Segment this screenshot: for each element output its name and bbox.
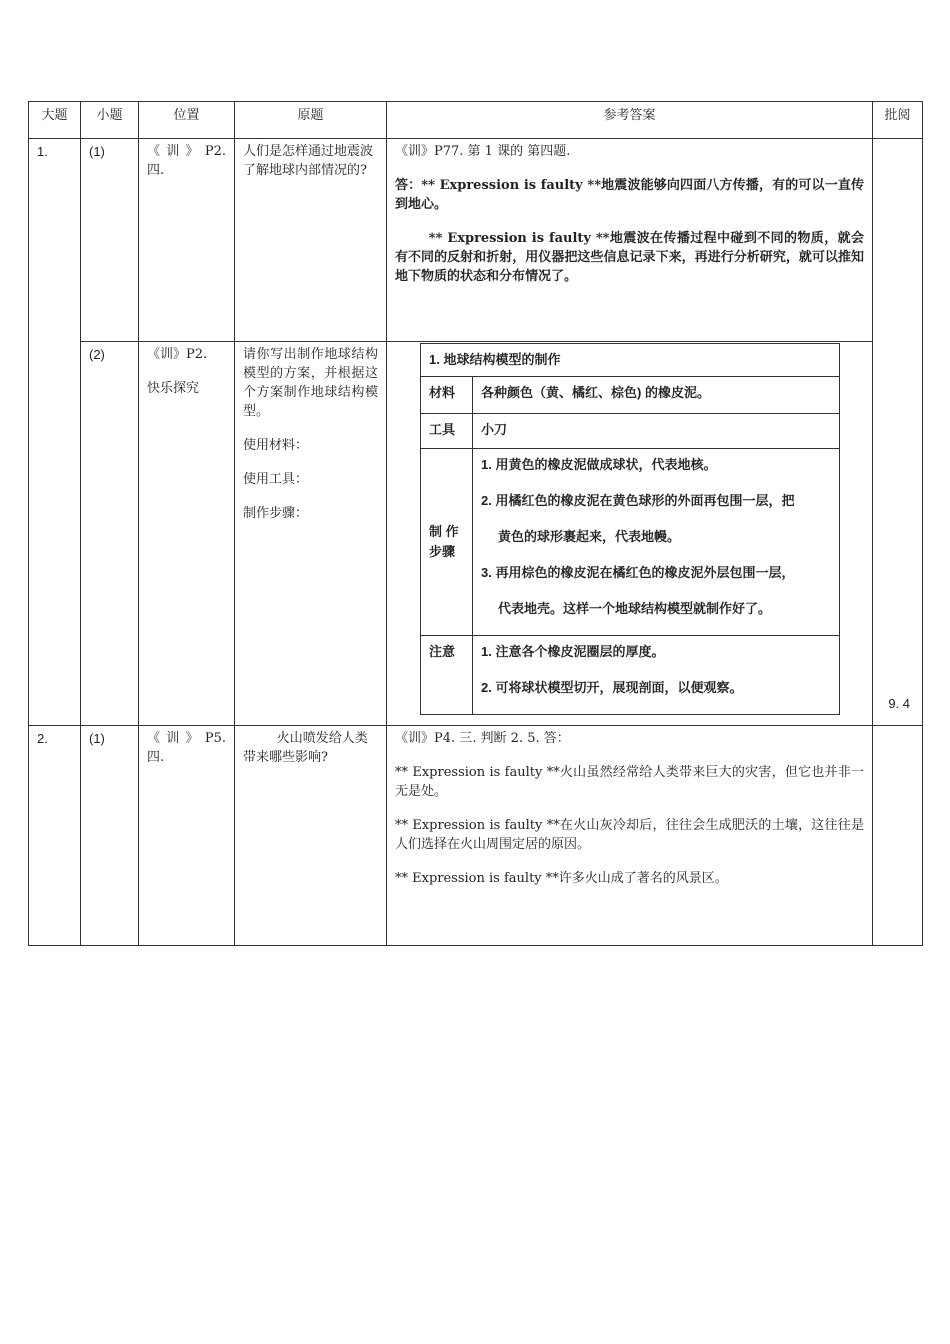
model-materials-row [421,377,840,414]
header-minor: 小题 [81,102,139,139]
q2-answer-ref: 《训》P4. 三. 判断 2. 5. 答： [395,731,570,746]
q1-s1-question-cell [235,139,387,342]
q1-s2-q-steps: 制作步骤： [243,506,309,521]
model-table [420,343,840,715]
q2-review-cell [873,726,923,946]
model-step-3-cont: 代表地壳。这样一个地球结构模型就制作好了。 [498,601,772,616]
q2-answer-p2: ** Expression is faulty **在火山灰冷却后，往往会生成肥沃的土壤，这往往是人们选择在火山周围定居的原因。 [395,818,864,852]
model-title-row [421,344,840,377]
model-tools-row [421,414,840,449]
q2-minor-cell [81,726,139,946]
q1-s2-location-1: 《训》P2. [147,347,208,362]
q2-question: 火山喷发给人类带来哪些影响? [243,731,368,765]
q2-location: 《 训 》 P5. 四. [147,731,226,765]
q1-s2-answer-cell [387,342,873,726]
q1-s1-answer-cell [387,139,873,342]
header-question: 原题 [235,102,387,139]
q1-s2-question-cell [235,342,387,726]
q2-major-cell [29,726,81,946]
q1-s1-answer-p2: ** Expression is faulty **地震波在传播过程中碰到不同的物质，就会有不同的反射和折射，用仪器把这些信息记录下来，再进行分析研究，就可以推知地下物质的状态和分布情况了。 [395,231,864,284]
q1-s2-location-2: 快乐探究 [147,381,200,396]
q1-s1-answer-ref: 《训》P77. 第 1 课的 第四题. [395,144,571,159]
q2-answer-cell [387,726,873,946]
header-row [29,102,923,139]
answer-key-table [28,101,923,946]
table-row [29,726,923,946]
model-materials: 各种颜色（黄、橘红、棕色) 的橡皮泥。 [473,377,840,414]
model-step-2: 2. 用橘红色的橡皮泥在黄色球形的外面再包围一层，把 [481,493,795,508]
model-tools-label: 工具 [421,414,473,449]
model-materials-label: 材料 [421,377,473,414]
model-notes-row [421,636,840,715]
model-step-3: 3. 再用棕色的橡皮泥在橘红色的橡皮泥外层包围一层， [481,565,795,580]
header-answer: 参考答案 [387,102,873,139]
q2-location-cell [139,726,235,946]
q1-s2-q-materials: 使用材料： [243,438,309,453]
q2-question-cell [235,726,387,946]
q1-s2-minor-cell [81,342,139,726]
model-title: 1. 地球结构模型的制作 [421,344,840,377]
q1-major-cell [29,139,81,726]
q2-answer-p1: ** Expression is faulty **火山虽然经常给人类带来巨大的灾害，但它也并非一无是处。 [395,765,864,799]
model-notes-label: 注意 [421,636,473,715]
q1-s1-location-cell [139,139,235,342]
header-location: 位置 [139,102,235,139]
model-tools: 小刀 [473,414,840,449]
q1-s2-q-tools: 使用工具： [243,472,309,487]
model-steps-label: 制 作 步骤 [421,449,473,636]
q2-answer-p3: ** Expression is faulty **许多火山成了著名的风景区。 [395,871,728,886]
table-row [29,342,923,726]
model-note-1: 1. 注意各个橡皮泥圈层的厚度。 [481,644,665,659]
q1-s2-question: 请你写出制作地球结构模型的方案，并根据这个方案制作地球结构模型。 [243,347,378,419]
q1-s1-minor-cell [81,139,139,342]
model-note-2: 2. 可将球状模型切开，展现剖面，以便观察。 [481,680,743,695]
q2-minor: (1) [89,731,105,746]
model-step-1: 1. 用黄色的橡皮泥做成球状，代表地核。 [481,457,717,472]
header-major: 大题 [29,102,81,139]
q1-review-cell [873,139,923,726]
table-row [29,139,923,342]
model-step-2-cont: 黄色的球形裹起来，代表地幔。 [498,529,681,544]
q1-major: 1. [37,144,48,159]
q1-review-score: 9. 4 [888,696,910,711]
q1-s1-answer-p1: 答：** Expression is faulty **地震波能够向四面八方传播，有的可以一直传到地心。 [395,178,864,212]
q1-s2-location-cell [139,342,235,726]
q1-s1-minor: (1) [89,144,105,159]
q1-s1-question: 人们是怎样通过地震波了解地球内部情况的? [243,144,374,178]
q1-s2-minor: (2) [89,347,105,362]
q1-s1-location: 《 训 》 P2. 四. [147,144,226,178]
model-steps-row [421,449,840,636]
header-review: 批阅 [873,102,923,139]
q2-major: 2. [37,731,48,746]
